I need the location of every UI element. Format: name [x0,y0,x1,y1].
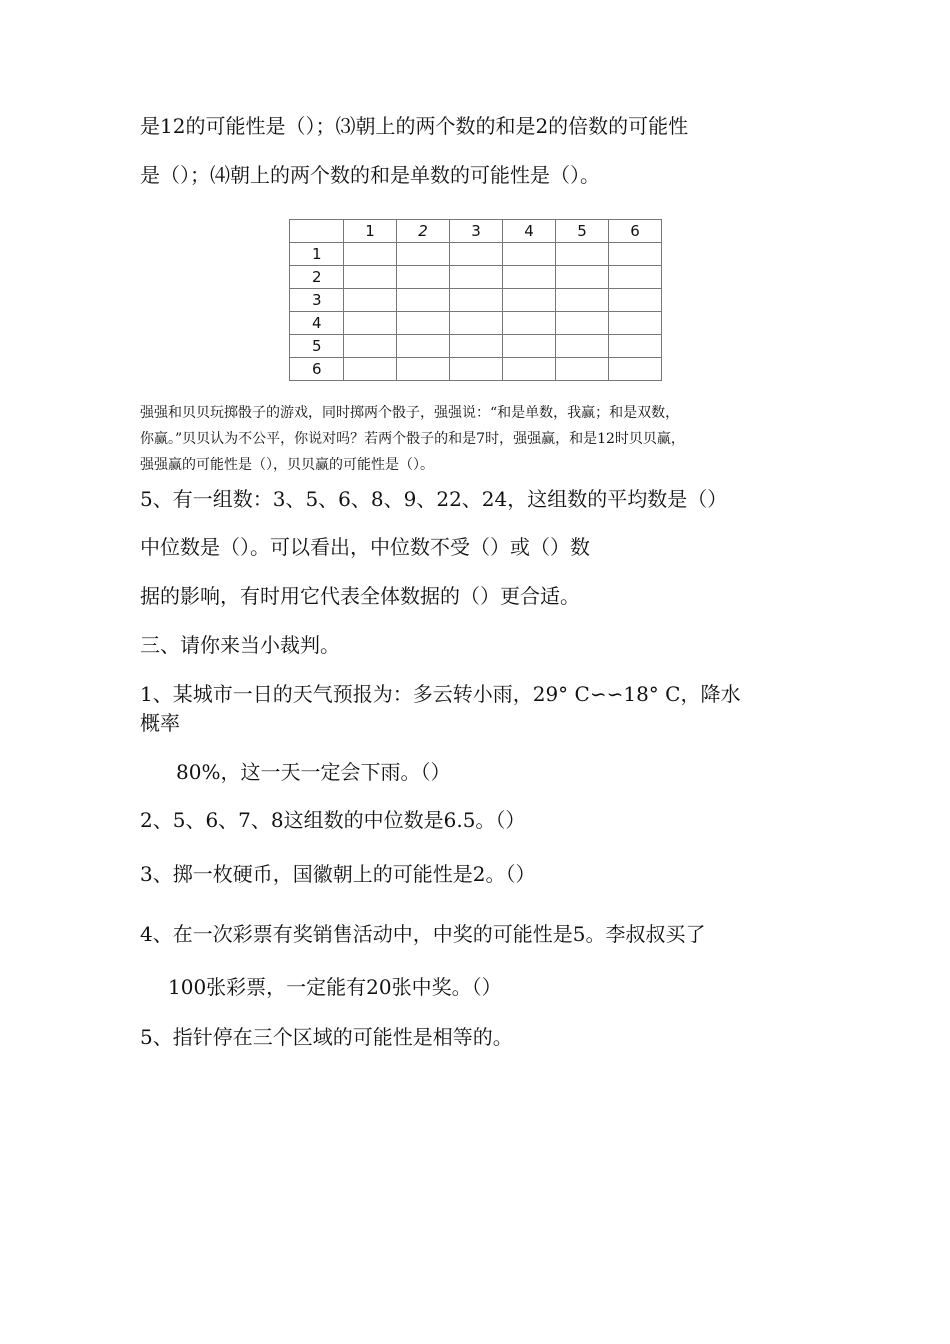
row-header-2: 2 [290,266,344,289]
table-row [290,289,662,312]
table-corner-cell [290,220,344,243]
note-line-2: 你赢。”贝贝认为不公平，你说对吗？若两个骰子的和是7时，强强赢，和是12时贝贝赢， [140,431,685,447]
col-header-2: 2 [397,220,450,243]
note-line-3: 强强赢的可能性是（），贝贝赢的可能性是（）。 [140,457,434,473]
table-row [290,266,662,289]
row-header-5: 5 [290,335,344,358]
question-5-line-3: 据的影响，有时用它代表全体数据的（）更合适。 [140,584,580,608]
question-5-line-2: 中位数是（）。可以看出，中位数不受（）或（）数 [140,535,590,559]
question-5-line-1: 5、有一组数：3、5、6、8、9、22、24，这组数的平均数是（） [140,487,728,511]
row-header-1: 1 [290,243,344,266]
table-header-row [290,220,662,243]
judge-item-1-line-1: 1、某城市一日的天气预报为：多云转小雨，29° C∽∽18° C，降水 [140,682,741,706]
judge-item-4-line-2: 100张彩票，一定能有20张中奖。（） [168,975,502,999]
judge-item-4-line-1: 4、在一次彩票有奖销售活动中，中奖的可能性是5。李叔叔买了 [140,922,706,946]
table-row [290,335,662,358]
judge-item-1-line-3: 80%，这一天一定会下雨。（） [176,760,451,784]
judge-item-3: 3、掷一枚硬币，国徽朝上的可能性是2。（） [140,862,536,886]
judge-item-2: 2、5、6、7、8这组数的中位数是6.5。（） [140,808,526,832]
row-header-3: 3 [290,289,344,312]
col-header-5: 5 [556,220,609,243]
col-header-6: 6 [609,220,662,243]
col-header-3: 3 [450,220,503,243]
judge-item-1-line-2: 概率 [140,711,180,735]
section-3-title: 三、请你来当小裁判。 [140,633,340,657]
col-header-1: 1 [344,220,397,243]
row-header-6: 6 [290,358,344,381]
judge-item-5: 5、指针停在三个区域的可能性是相等的。 [140,1025,513,1049]
table-row [290,358,662,381]
paragraph-line-2: 是（）；⑷朝上的两个数的和是单数的可能性是（）。 [140,163,600,187]
row-header-4: 4 [290,312,344,335]
note-line-1: 强强和贝贝玩掷骰子的游戏，同时掷两个骰子，强强说：“和是单数，我赢；和是双数， [140,405,680,421]
table-row [290,312,662,335]
paragraph-line-1: 是12的可能性是（）；⑶朝上的两个数的和是2的倍数的可能性 [140,114,689,138]
col-header-4: 4 [503,220,556,243]
dice-sum-table [289,219,662,381]
table-row [290,243,662,266]
